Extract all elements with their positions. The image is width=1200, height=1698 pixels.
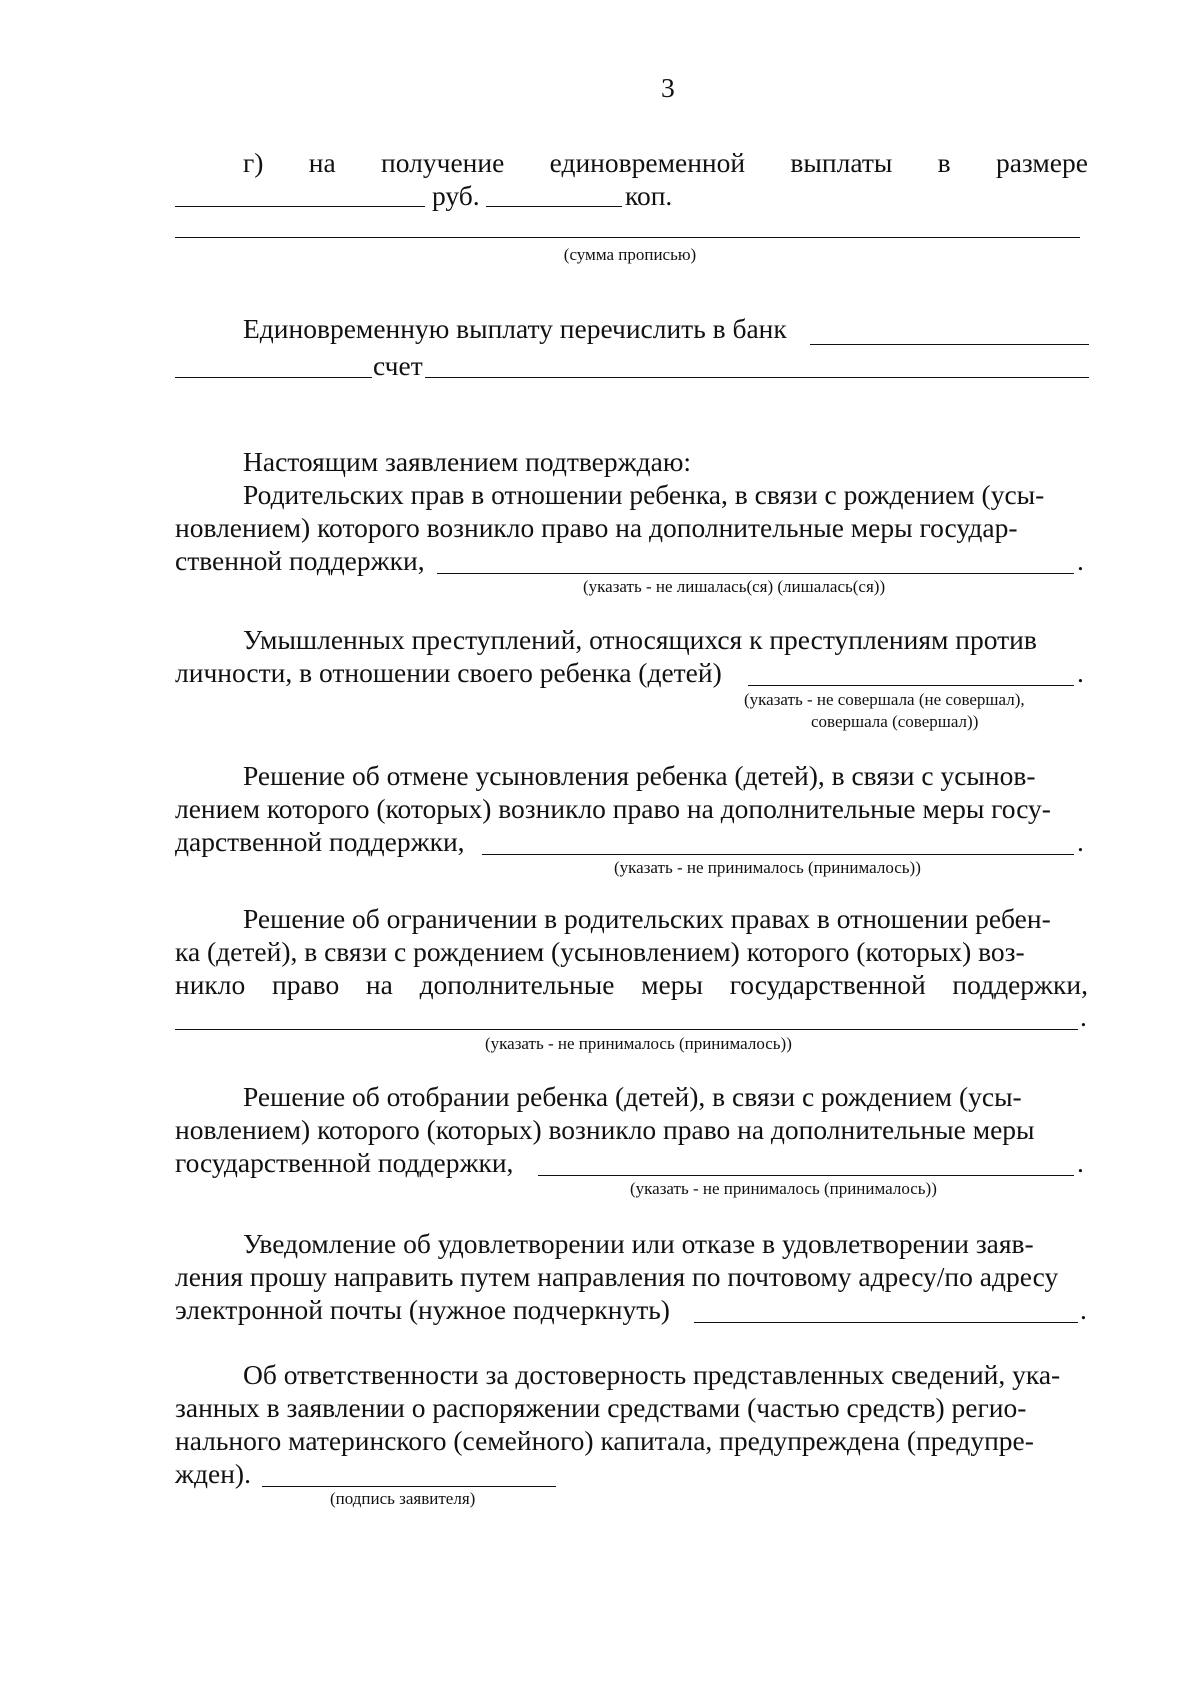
para5-line2: новлением) которого (которых) возникло право на дополнительные меры	[175, 1114, 1035, 1145]
para5-caption: (указать - не принималось (принималось))	[630, 1179, 937, 1198]
signature-blank-line	[262, 1486, 556, 1487]
section-g-first-line	[243, 147, 1088, 179]
para6-line2: ления прошу направить путем направления по почтовому адресу/по адресу	[175, 1261, 1059, 1292]
para1-line2: новлением) которого возникло право на дополнительные меры государ-	[175, 512, 1018, 543]
para1-line3: ственной поддержки,	[175, 545, 425, 576]
word: право	[271, 969, 340, 1000]
para5-line1: Решение об отобрании ребенка (детей), в связи с рождением (усы-	[243, 1081, 1022, 1112]
para3-line1: Решение об отмене усыновления ребенка (детей), в связи с усынов-	[243, 760, 1036, 791]
para6-line3: электронной почты (нужное подчеркнуть)	[175, 1294, 670, 1325]
bank-continuation-blank-line	[175, 377, 372, 378]
para7-line2: занных в заявлении о распоряжении средствами (частью средств) регио-	[175, 1392, 1027, 1423]
para2-period: .	[1077, 657, 1084, 688]
para4-caption: (указать - не принималось (принималось))	[485, 1034, 792, 1053]
rubles-blank-line	[175, 206, 425, 207]
para4-line3	[175, 969, 1088, 1001]
amount-words-blank-line	[175, 237, 1080, 238]
word: никло	[175, 969, 246, 1000]
word: в	[937, 147, 951, 178]
bank-transfer-text: Единовременную выплату перечислить в банк	[243, 313, 787, 344]
para2-line2: личности, в отношении своего ребенка (детей)	[175, 657, 722, 688]
word: на	[365, 969, 393, 1000]
para2-blank-line	[748, 685, 1074, 686]
kop-label: коп.	[625, 180, 673, 211]
para1-blank-line	[437, 573, 1074, 574]
para5-period: .	[1077, 1147, 1084, 1178]
kopecks-blank-line	[486, 206, 622, 207]
word: государственной	[729, 969, 926, 1000]
para5-line3: государственной поддержки,	[175, 1147, 514, 1178]
para5-blank-line	[538, 1175, 1074, 1176]
word: выплаты	[790, 147, 893, 178]
signature-caption: (подпись заявителя)	[330, 1489, 476, 1508]
para6-blank-line	[694, 1322, 1078, 1323]
para1-caption: (указать - не лишалась(ся) (лишалась(ся))	[583, 577, 886, 596]
para3-line2: лением которого (которых) возникло право на дополнительные меры госу-	[175, 793, 1051, 824]
para3-line3: дарственной поддержки,	[175, 826, 465, 857]
rub-label: руб.	[432, 180, 480, 211]
para3-blank-line	[482, 854, 1074, 855]
word: на	[308, 147, 336, 178]
word: единовременной	[549, 147, 746, 178]
para1-period: .	[1077, 545, 1084, 576]
confirm-intro: Настоящим заявлением подтверждаю:	[243, 446, 692, 477]
word: поддержки,	[952, 969, 1088, 1000]
para1-line1: Родительских прав в отношении ребенка, в связи с рождением (усы-	[243, 479, 1045, 510]
bank-name-blank-line	[810, 344, 1089, 345]
para2-caption-line1: (указать - не совершала (не совершал),	[744, 690, 1025, 709]
word: дополнительные	[419, 969, 615, 1000]
para6-line1: Уведомление об удовлетворении или отказе в удовлетворении заяв-	[243, 1228, 1034, 1259]
para4-line1: Решение об ограничении в родительских правах в отношении ребен-	[243, 903, 1051, 934]
para7-line4: жден).	[175, 1458, 251, 1489]
amount-caption: (сумма прописью)	[563, 245, 697, 264]
word: получение	[381, 147, 505, 178]
word: меры	[641, 969, 703, 1000]
para2-line1: Умышленных преступлений, относящихся к преступлениям против	[243, 624, 1037, 655]
word: г)	[243, 147, 264, 178]
para4-line2: ка (детей), в связи с рождением (усыновлением) которого (которых) воз-	[175, 936, 1025, 967]
para2-caption-line2: совершала (совершал))	[811, 712, 979, 731]
account-blank-line	[425, 377, 1089, 378]
para4-period: .	[1080, 1001, 1087, 1032]
word: размере	[995, 147, 1088, 178]
para7-line1: Об ответственности за достоверность представленных сведений, ука-	[243, 1359, 1061, 1390]
para3-period: .	[1077, 826, 1084, 857]
para4-blank-line	[175, 1029, 1078, 1030]
page-number: 3	[661, 72, 675, 103]
para6-period: .	[1080, 1294, 1087, 1325]
account-label: счет	[373, 350, 423, 381]
para7-line3: нального материнского (семейного) капитала, предупреждена (предупре-	[175, 1425, 1034, 1456]
para3-caption: (указать - не принималось (принималось))	[614, 858, 921, 877]
